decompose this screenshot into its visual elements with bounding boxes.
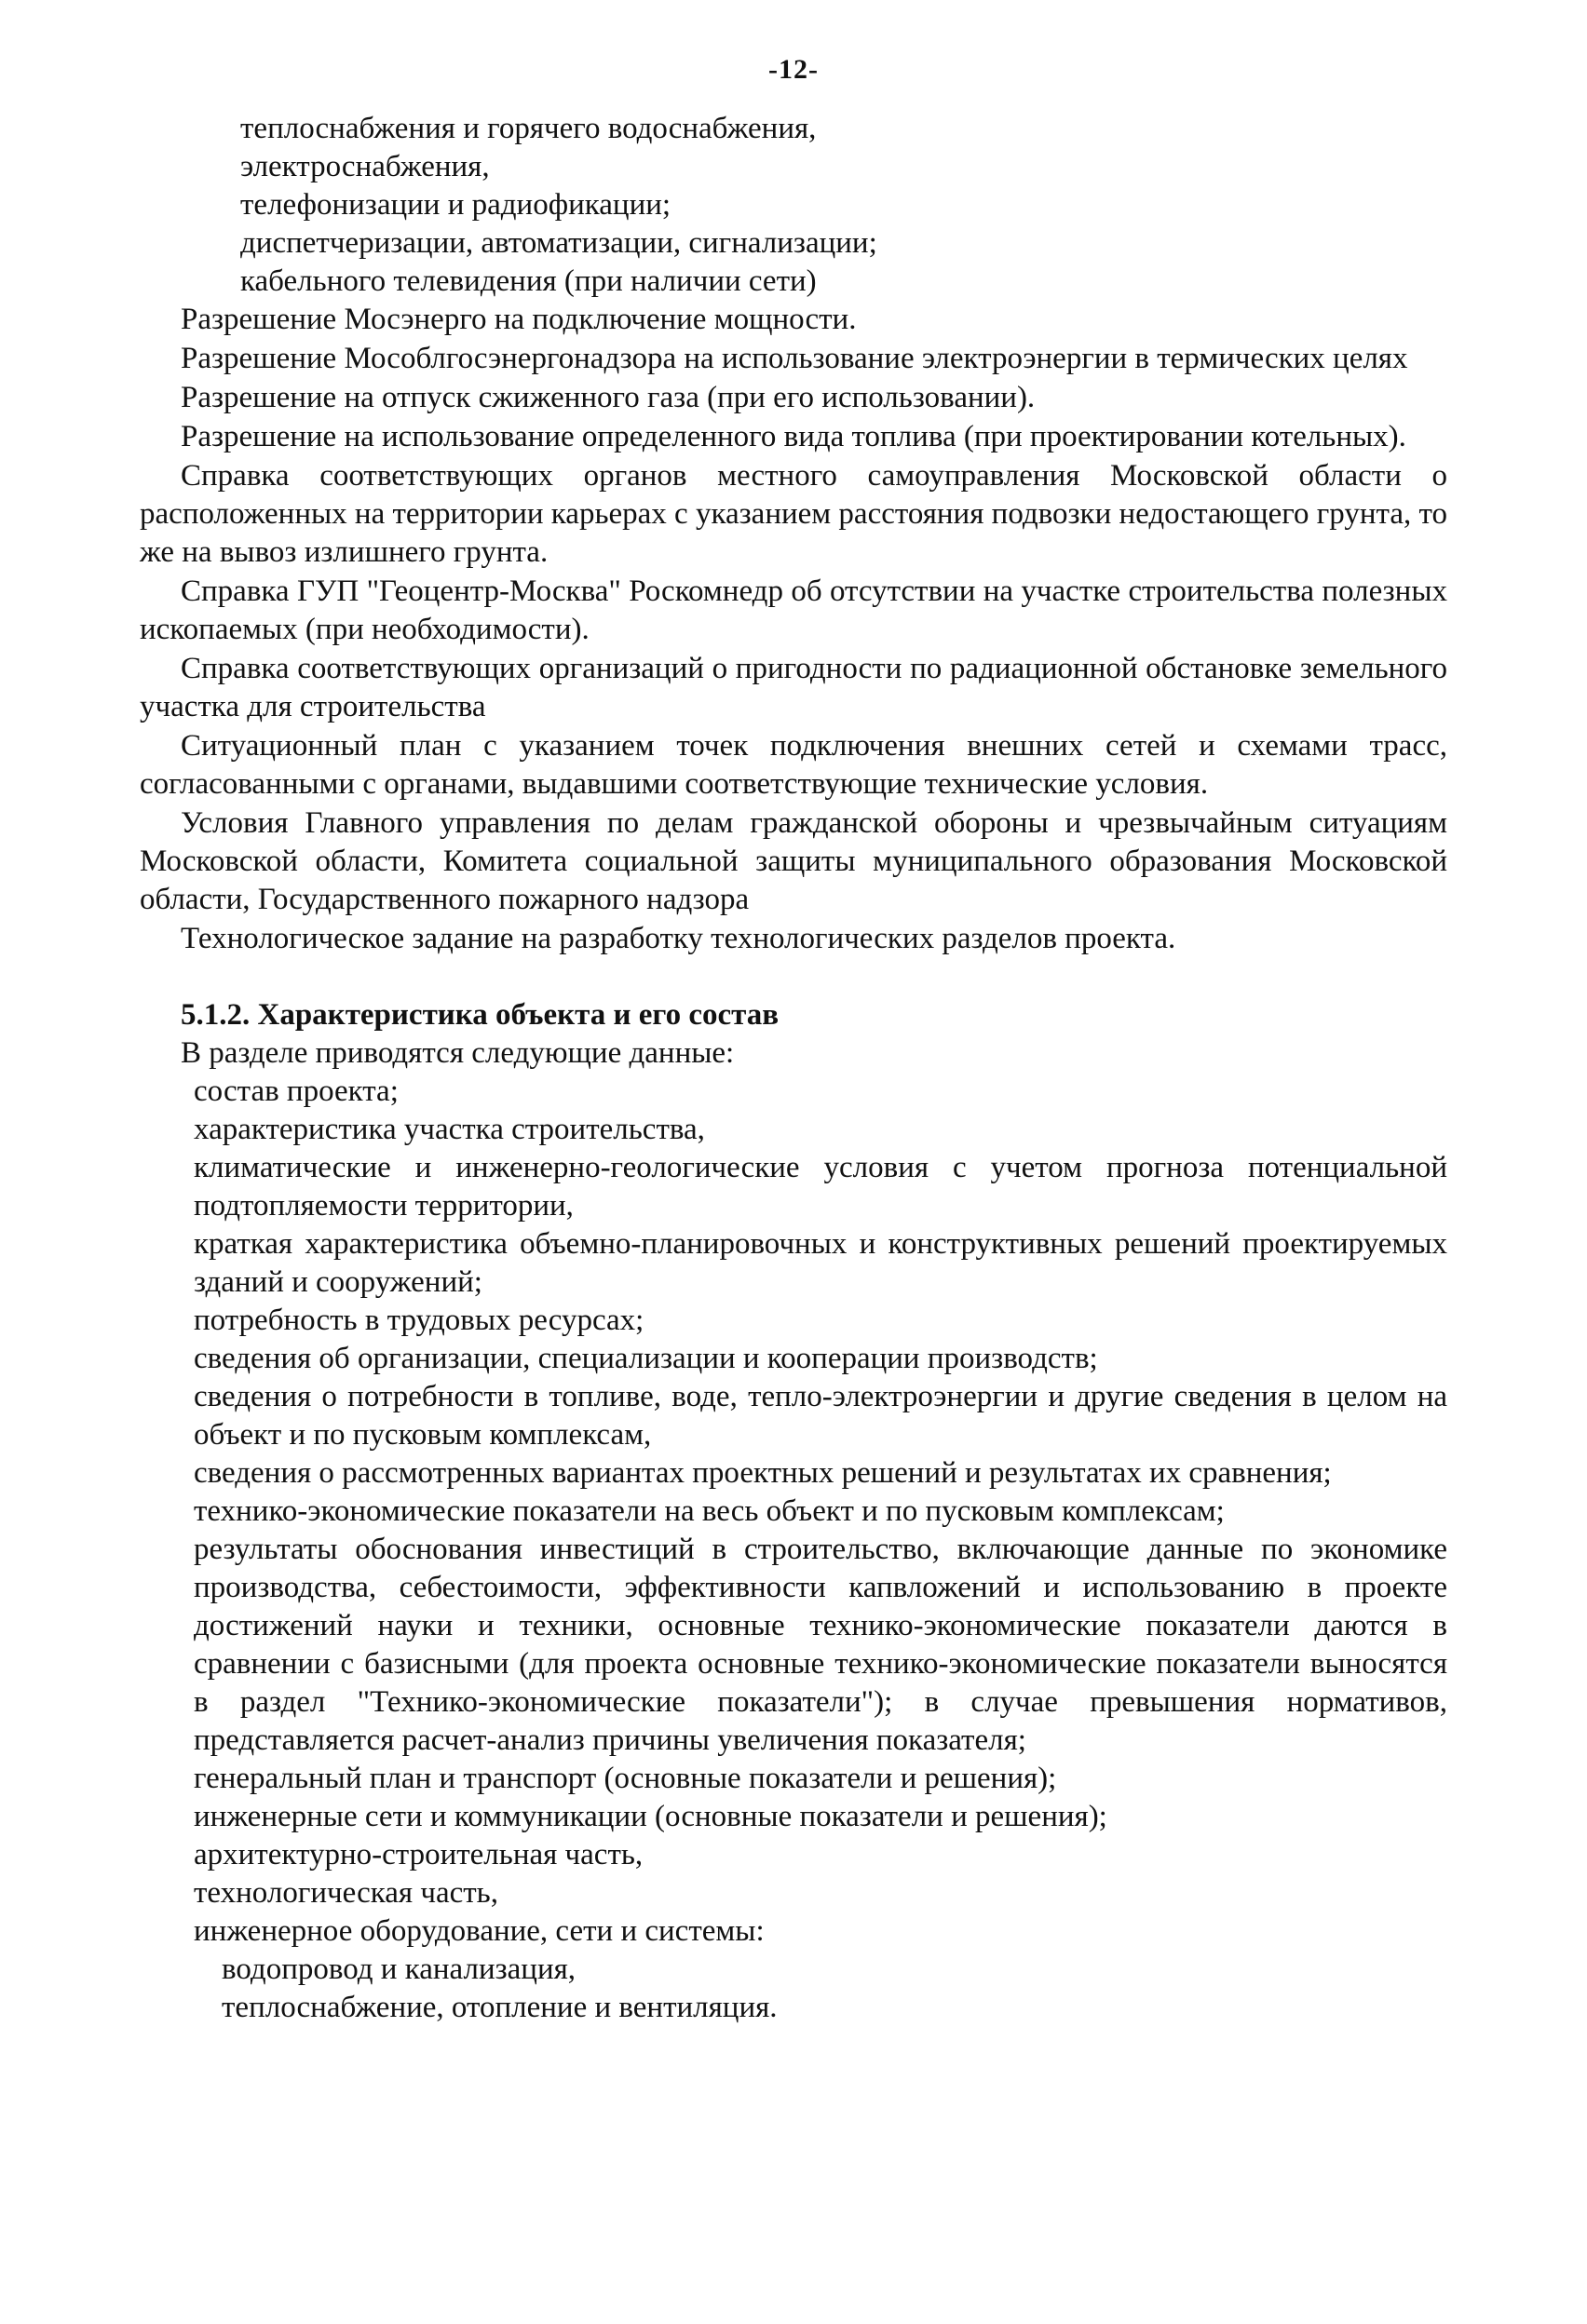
section-list-item: технологическая часть, — [194, 1876, 498, 1910]
section-heading: 5.1.2. Характеристика объекта и его состав — [181, 998, 780, 1032]
utility-list — [140, 110, 1447, 301]
document-paragraph: Технологическое задание на разработку технологических разделов проекта. — [181, 922, 1176, 955]
page-number: -12- — [768, 54, 819, 85]
section-items — [140, 1073, 1447, 1951]
section-list-item: технико-экономические показатели на весь объект и по пусковым комплексам; — [194, 1494, 1225, 1528]
document-paragraph: Справка ГУП "Геоцентр-Москва" Роскомнедр об отсутствии на участке строительства полезных ископаемых (при необходимости). — [140, 574, 1447, 646]
section-list-item: сведения о рассмотренных вариантах проектных решений и результатах их сравнения; — [194, 1456, 1332, 1490]
documents-list — [140, 301, 1447, 958]
section-list-item: инженерные сети и коммуникации (основные показатели и решения); — [194, 1800, 1107, 1833]
section-list-item: краткая характеристика объемно-планировочных и конструктивных решений проектируемых зданий и сооружений; — [194, 1227, 1447, 1299]
utility-item: телефонизации и радиофикации; — [240, 188, 671, 222]
section-list-item: архитектурно-строительная часть, — [194, 1838, 644, 1871]
section-list-item: характеристика участка строительства, — [194, 1113, 705, 1146]
document-paragraph: Разрешение на отпуск сжиженного газа (при его использовании). — [181, 381, 1036, 414]
utility-item: диспетчеризации, автоматизации, сигнализации; — [240, 226, 877, 260]
document-paragraph: Ситуационный план с указанием точек подключения внешних сетей и схемами трасс, согласованными с органами, выдавшими соответствующие технические условия. — [140, 729, 1447, 801]
section-list-item: потребность в трудовых ресурсах; — [194, 1304, 644, 1337]
document-paragraph: Справка соответствующих органов местного самоуправления Московской области о расположенных на территории карьерах с указанием расстояния подвозки недостающего грунта, то же на вывоз излишнего грунта. — [140, 459, 1447, 569]
document-paragraph: Разрешение Мосэнерго на подключение мощности. — [181, 303, 857, 336]
section-list-item: климатические и инженерно-геологические условия с учетом прогноза потенциальной подтопляемости территории, — [194, 1151, 1447, 1223]
section-subitem: водопровод и канализация, — [222, 1952, 576, 1986]
section-list-item: генеральный план и транспорт (основные показатели и решения); — [194, 1762, 1057, 1795]
section-spacer — [140, 959, 1447, 996]
section-list-item: сведения о потребности в топливе, воде, тепло-электроэнергии и другие сведения в целом на объект и по пусковым комплексам, — [194, 1380, 1447, 1452]
utility-item: теплоснабжения и горячего водоснабжения, — [240, 112, 817, 145]
section-list-item: инженерное оборудование, сети и системы: — [194, 1914, 765, 1948]
utility-item: кабельного телевидения (при наличии сети) — [240, 264, 817, 298]
section-list-item: результаты обоснования инвестиций в строительство, включающие данные по экономике производства, себестоимости, эффективности капвложений и использованию в проекте достижений науки и техники, основные технико-экономические показатели даются в сравнении с базисными (для проекта основные технико-экономические показатели выносятся в раздел "Технико-экономические показатели"); в случае превышения нормативов, представляется расчет-анализ причины увеличения показателя; — [194, 1533, 1447, 1757]
section-list-item: сведения об организации, специализации и кооперации производств; — [194, 1342, 1098, 1375]
section-subitems — [140, 1951, 1447, 2027]
document-paragraph: Разрешение Мособлгосэнергонадзора на использование электроэнергии в термических целях — [181, 342, 1408, 375]
section-list-item: состав проекта; — [194, 1074, 399, 1108]
section-5-1-2 — [140, 996, 1447, 2027]
section-subitem: теплоснабжение, отопление и вентиляция. — [222, 1991, 778, 2024]
document-paragraph: Справка соответствующих организаций о пригодности по радиационной обстановке земельного участка для строительства — [140, 652, 1447, 723]
page-content — [140, 110, 1447, 2027]
document-paragraph: Разрешение на использование определенного вида топлива (при проектировании котельных). — [181, 420, 1406, 453]
section-lead: В разделе приводятся следующие данные: — [181, 1036, 735, 1070]
document-paragraph: Условия Главного управления по делам гражданской обороны и чрезвычайным ситуациям Московской области, Комитета социальной защиты муниципального образования Московской области, Государственного пожарного надзора — [140, 806, 1447, 916]
utility-item: электроснабжения, — [240, 150, 490, 183]
